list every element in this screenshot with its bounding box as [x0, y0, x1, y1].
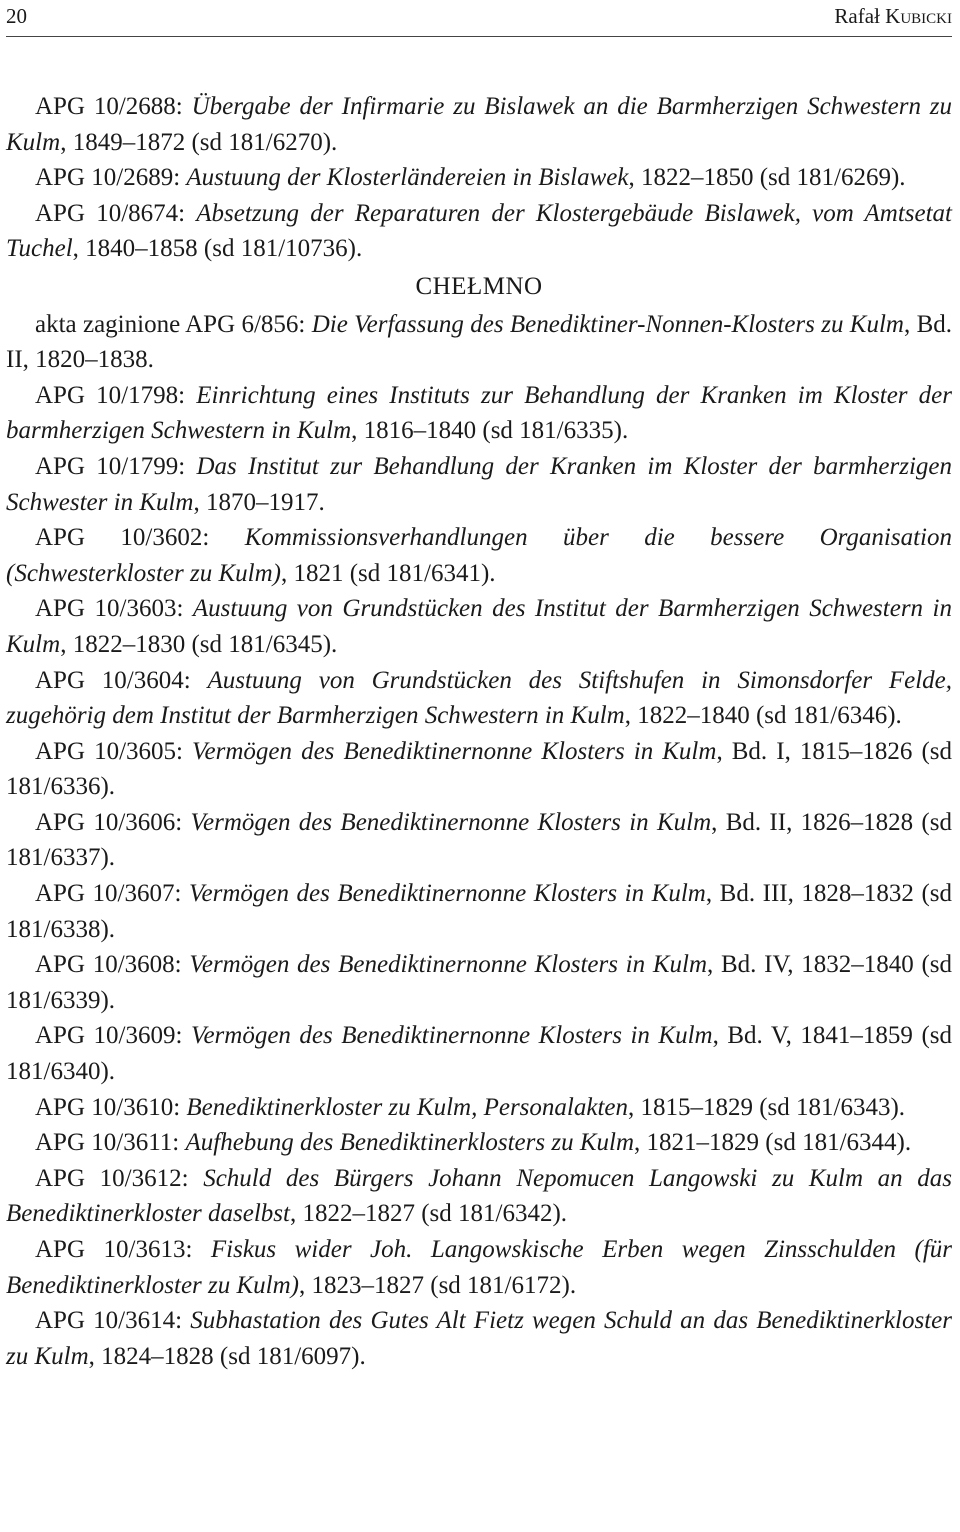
section-heading — [6, 267, 952, 307]
archive-entry — [6, 591, 952, 662]
author-last-name: Kubicki — [885, 4, 952, 28]
entry-details: , 1823–1827 (sd 181/6172). — [299, 1271, 577, 1299]
entry-title: Vermögen des Benediktinernonne Klosters in Kulm — [189, 880, 706, 908]
entry-signature: APG 10/3613: — [35, 1236, 211, 1263]
entry-title: Austuung von Grundstücken des Stiftshufen in Simonsdorfer Felde, zugehörig dem Institut der Barmherzigen Schwestern in Kulm — [6, 666, 952, 730]
archive-entry — [6, 449, 952, 520]
entry-signature: APG 10/3611: — [35, 1129, 186, 1157]
archive-entry — [6, 1125, 952, 1161]
entry-details: , Bd. IV, 1832–1840 (sd 181/6339). — [6, 951, 953, 1014]
archive-entry — [6, 1161, 952, 1232]
entry-details: , 1849–1872 (sd 181/6270). — [60, 128, 338, 156]
archive-entry — [6, 378, 952, 449]
archive-entry — [6, 734, 952, 805]
entry-details: , 1822–1830 (sd 181/6345). — [60, 630, 338, 658]
entry-details: , 1821 (sd 181/6341). — [280, 559, 496, 587]
entry-signature: APG 10/3614: — [35, 1307, 191, 1335]
entry-details: , Bd. V, 1841–1859 (sd 181/6340). — [6, 1022, 953, 1086]
entry-signature: APG 10/3603: — [35, 595, 193, 623]
entry-details: , Bd. II, 1826–1828 (sd 181/6337). — [6, 808, 952, 872]
entry-details: , 1816–1840 (sd 181/6335). — [351, 417, 629, 445]
entry-signature: APG 10/3607: — [35, 880, 190, 908]
page-number: 20 — [6, 4, 27, 28]
entry-title: Vermögen des Benediktinernonne Klosters in Kulm — [192, 737, 717, 765]
archive-entry — [6, 805, 952, 876]
entry-title: Benediktinerkloster zu Kulm, Personalakten — [186, 1093, 628, 1121]
entry-title: Kommissionsverhandlungen über die bessere Organisation (Schwesterkloster zu Kulm) — [6, 524, 952, 587]
entry-details: , 1840–1858 (sd 181/10736). — [72, 235, 363, 263]
entry-title: Einrichtung eines Instituts zur Behandlung der Kranken im Kloster der barmherzigen Schwestern in Kulm — [6, 381, 952, 445]
archive-entry — [6, 1090, 952, 1126]
entry-title: Absetzung der Reparaturen der Klostergebäude Bislawek, vom Amtsetat Tuchel — [6, 199, 952, 263]
entry-details: , 1824–1828 (sd 181/6097). — [88, 1342, 366, 1370]
entry-title: Vermögen des Benediktinernonne Klosters in Kulm — [190, 1022, 713, 1050]
page-content — [6, 89, 952, 1374]
entry-title: Aufhebung des Benediktinerklosters zu Kulm — [185, 1129, 635, 1157]
entry-title: Vermögen des Benediktinernonne Klosters in Kulm — [189, 951, 708, 979]
running-head-author — [834, 4, 952, 29]
entry-signature: APG 10/2689: — [35, 164, 187, 192]
entry-details: , Bd. I, 1815–1826 (sd 181/6336). — [6, 737, 952, 801]
entry-signature: APG 10/2688: — [35, 93, 192, 120]
entry-signature: APG 10/1799: — [35, 452, 197, 480]
archive-entry — [6, 1232, 952, 1303]
entry-title: Austuung von Grundstücken des Institut der Barmherzigen Schwestern in Kulm — [6, 595, 952, 658]
archive-entry — [6, 160, 952, 196]
entry-details: , Bd. III, 1828–1832 (sd 181/6338). — [6, 880, 953, 943]
author-first-name: Rafał — [834, 4, 880, 28]
archive-entry — [6, 1018, 952, 1089]
entry-details: , 1822–1827 (sd 181/6342). — [289, 1200, 568, 1228]
entry-signature: APG 10/8674: — [35, 199, 197, 227]
entry-details: , 1870–1917. — [193, 488, 325, 516]
archive-entry — [6, 947, 952, 1018]
entry-title: Fiskus wider Joh. Langowskische Erben wegen Zinsschulden (für Benediktinerkloster zu Kulm) — [6, 1236, 952, 1299]
archive-entry — [6, 307, 952, 378]
entry-details: , Bd. II, 1820–1838. — [6, 310, 953, 374]
archive-entry — [6, 1303, 952, 1374]
archive-entry — [6, 663, 952, 734]
entry-signature: akta zaginione APG 6/856: — [35, 310, 312, 338]
section-heading-text: CHEŁMNO — [415, 272, 543, 300]
entry-details: , 1822–1850 (sd 181/6269). — [628, 164, 906, 192]
archive-entries-after — [6, 307, 952, 1375]
entry-title: Das Institut zur Behandlung der Kranken im Kloster der barmherzigen Schwester in Kulm — [6, 452, 953, 516]
archive-entry — [6, 89, 952, 160]
entry-details: , 1815–1829 (sd 181/6343). — [627, 1093, 906, 1121]
entry-signature: APG 10/3606: — [35, 808, 191, 836]
entry-title: Übergabe der Infirmarie zu Bislawek an die Barmherzigen Schwestern zu Kulm — [6, 93, 953, 156]
entry-signature: APG 10/3608: — [35, 951, 190, 979]
entry-title: Subhastation des Gutes Alt Fietz wegen Schuld an das Benediktinerkloster zu Kulm — [6, 1307, 952, 1370]
archive-entry — [6, 520, 952, 591]
entry-title: Austuung der Klosterländereien in Bislawek — [186, 164, 629, 192]
entry-signature: APG 10/3602: — [35, 524, 245, 552]
entry-title: Schuld des Bürgers Johann Nepomucen Langowski zu Kulm an das Benediktinerkloster daselbst — [6, 1164, 953, 1228]
entry-title: Die Verfassung des Benediktiner-Nonnen-Klosters zu Kulm — [311, 310, 904, 338]
entry-signature: APG 10/3605: — [35, 737, 193, 765]
entry-title: Vermögen des Benediktinernonne Klosters in Kulm — [190, 808, 712, 836]
entry-details: , 1821–1829 (sd 181/6344). — [634, 1129, 912, 1157]
archive-entry — [6, 876, 952, 947]
entry-signature: APG 10/3610: — [35, 1093, 187, 1121]
entry-signature: APG 10/3604: — [35, 666, 208, 694]
entry-details: , 1822–1840 (sd 181/6346). — [624, 702, 902, 730]
entry-signature: APG 10/3612: — [35, 1164, 204, 1192]
archive-entry — [6, 196, 952, 267]
entry-signature: APG 10/3609: — [35, 1022, 191, 1050]
archive-entries-before — [6, 89, 952, 267]
entry-signature: APG 10/1798: — [35, 381, 197, 409]
running-header — [6, 0, 952, 37]
